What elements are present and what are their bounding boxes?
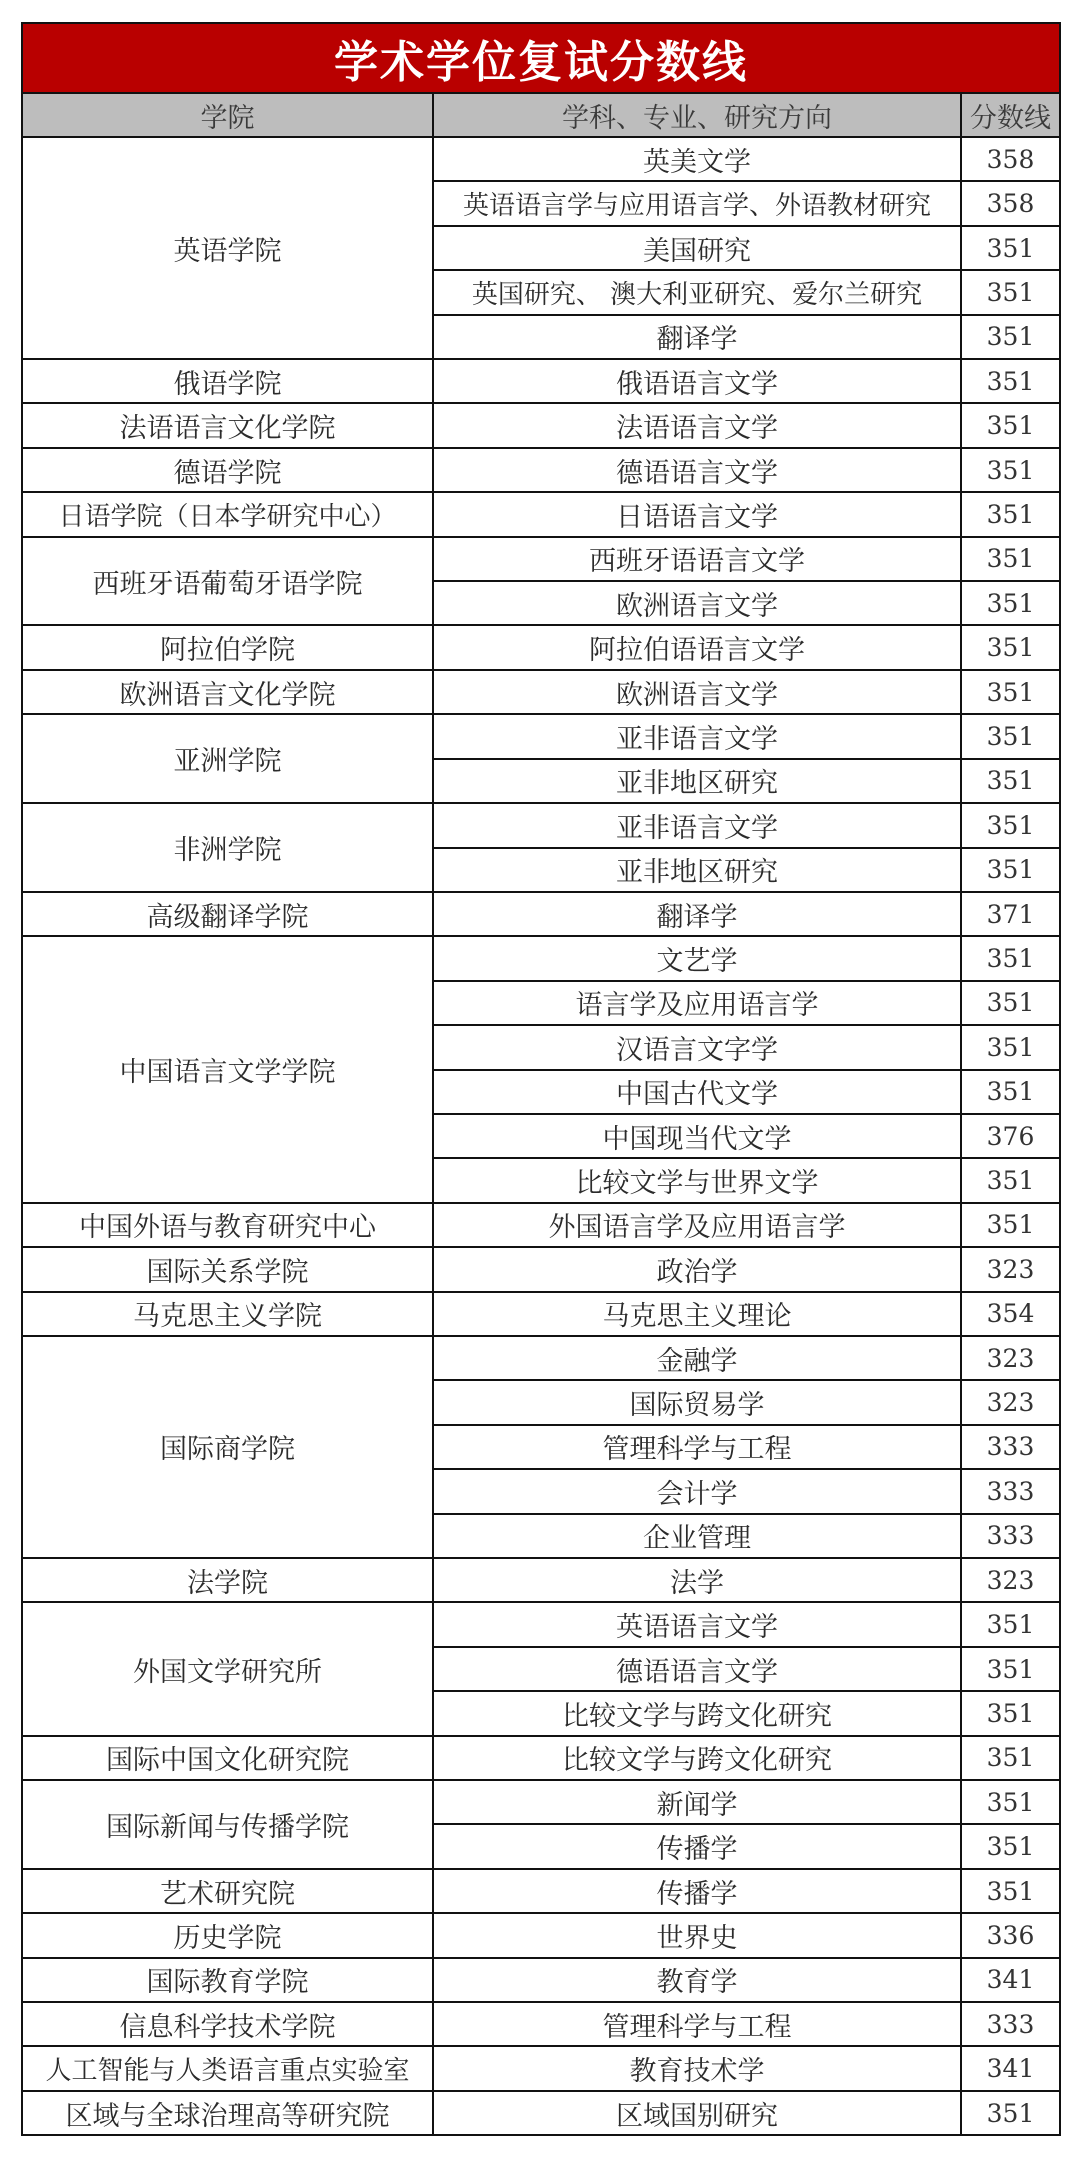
college-cell: 俄语学院 (22, 359, 433, 403)
subject-cell: 俄语语言文学 (433, 359, 961, 403)
college-cell: 中国语言文学学院 (22, 936, 433, 1202)
score-cell: 336 (961, 1913, 1060, 1957)
table-row (22, 625, 1060, 669)
subject-cell: 教育学 (433, 1958, 961, 2002)
college-cell: 国际中国文化研究院 (22, 1736, 433, 1780)
subject-cell: 外国语言学及应用语言学 (433, 1203, 961, 1247)
college-cell: 外国文学研究所 (22, 1602, 433, 1735)
college-cell: 德语学院 (22, 448, 433, 492)
subject-cell: 世界史 (433, 1913, 961, 1957)
college-cell: 国际新闻与传播学院 (22, 1780, 433, 1869)
score-cell: 351 (961, 1780, 1060, 1824)
subject-cell: 欧洲语言文学 (433, 581, 961, 625)
table-row (22, 1736, 1060, 1780)
subject-cell: 阿拉伯语语言文学 (433, 625, 961, 669)
score-cell: 358 (961, 137, 1060, 181)
table-row (22, 1602, 1060, 1646)
score-cell: 358 (961, 181, 1060, 225)
score-cell: 351 (961, 1824, 1060, 1868)
subject-cell: 比较文学与跨文化研究 (433, 1691, 961, 1735)
table-row (22, 670, 1060, 714)
score-cell: 351 (961, 1602, 1060, 1646)
score-cell: 351 (961, 315, 1060, 359)
table-row (22, 359, 1060, 403)
table-title: 学术学位复试分数线 (22, 23, 1060, 93)
table-row (22, 714, 1060, 758)
score-cell: 351 (961, 270, 1060, 314)
subject-cell: 英国研究、 澳大利亚研究、爱尔兰研究 (433, 270, 961, 314)
score-cell: 351 (961, 981, 1060, 1025)
score-cell: 351 (961, 581, 1060, 625)
score-cell: 351 (961, 803, 1060, 847)
table-row (22, 1780, 1060, 1824)
title-row (22, 23, 1060, 93)
score-cell: 323 (961, 1558, 1060, 1602)
subject-cell: 德语语言文学 (433, 448, 961, 492)
college-cell: 阿拉伯学院 (22, 625, 433, 669)
college-cell: 区域与全球治理高等研究院 (22, 2091, 433, 2135)
college-cell: 国际关系学院 (22, 1247, 433, 1291)
subject-cell: 亚非地区研究 (433, 848, 961, 892)
college-cell: 亚洲学院 (22, 714, 433, 803)
score-cell: 351 (961, 670, 1060, 714)
score-cell: 333 (961, 1425, 1060, 1469)
score-cell: 351 (961, 403, 1060, 447)
subject-cell: 传播学 (433, 1824, 961, 1868)
subject-cell: 政治学 (433, 1247, 961, 1291)
score-cell: 351 (961, 1869, 1060, 1913)
college-cell: 信息科学技术学院 (22, 2002, 433, 2046)
college-cell: 中国外语与教育研究中心 (22, 1203, 433, 1247)
subject-cell: 西班牙语语言文学 (433, 537, 961, 581)
header-row (22, 93, 1060, 137)
score-sheet (21, 22, 1059, 2134)
table-row (22, 1336, 1060, 1380)
subject-cell: 法学 (433, 1558, 961, 1602)
subject-cell: 法语语言文学 (433, 403, 961, 447)
score-cell: 351 (961, 448, 1060, 492)
table-row (22, 2046, 1060, 2090)
subject-cell: 文艺学 (433, 936, 961, 980)
college-cell: 马克思主义学院 (22, 1292, 433, 1336)
table-row (22, 403, 1060, 447)
table-row (22, 892, 1060, 936)
score-cell: 323 (961, 1247, 1060, 1291)
table-body (22, 23, 1060, 2135)
score-cell: 351 (961, 1203, 1060, 1247)
college-cell: 国际教育学院 (22, 1958, 433, 2002)
subject-cell: 语言学及应用语言学 (433, 981, 961, 1025)
score-cell: 323 (961, 1336, 1060, 1380)
subject-cell: 德语语言文学 (433, 1647, 961, 1691)
score-cell: 333 (961, 1469, 1060, 1513)
score-cell: 351 (961, 625, 1060, 669)
table-row (22, 2091, 1060, 2135)
score-cell: 351 (961, 359, 1060, 403)
college-cell: 日语学院（日本学研究中心） (22, 492, 433, 536)
table-row (22, 1292, 1060, 1336)
subject-cell: 马克思主义理论 (433, 1292, 961, 1336)
table-row (22, 803, 1060, 847)
subject-cell: 中国现当代文学 (433, 1114, 961, 1158)
subject-cell: 亚非地区研究 (433, 759, 961, 803)
subject-cell: 中国古代文学 (433, 1070, 961, 1114)
table-row (22, 1913, 1060, 1957)
header-score: 分数线 (961, 93, 1060, 137)
table-row (22, 2002, 1060, 2046)
score-cell: 341 (961, 1958, 1060, 2002)
subject-cell: 日语语言文学 (433, 492, 961, 536)
score-table (21, 22, 1061, 2136)
college-cell: 非洲学院 (22, 803, 433, 892)
table-row (22, 1958, 1060, 2002)
score-cell: 351 (961, 1158, 1060, 1202)
subject-cell: 国际贸易学 (433, 1380, 961, 1424)
subject-cell: 英语语言学与应用语言学、外语教材研究 (433, 181, 961, 225)
subject-cell: 企业管理 (433, 1514, 961, 1558)
header-college: 学院 (22, 93, 433, 137)
table-row (22, 1558, 1060, 1602)
score-cell: 351 (961, 1025, 1060, 1069)
college-cell: 人工智能与人类语言重点实验室 (22, 2046, 433, 2090)
table-row (22, 1247, 1060, 1291)
subject-cell: 金融学 (433, 1336, 961, 1380)
subject-cell: 汉语言文字学 (433, 1025, 961, 1069)
table-row (22, 1203, 1060, 1247)
subject-cell: 比较文学与世界文学 (433, 1158, 961, 1202)
score-cell: 354 (961, 1292, 1060, 1336)
subject-cell: 教育技术学 (433, 2046, 961, 2090)
college-cell: 欧洲语言文化学院 (22, 670, 433, 714)
college-cell: 艺术研究院 (22, 1869, 433, 1913)
college-cell: 历史学院 (22, 1913, 433, 1957)
college-cell: 法语语言文化学院 (22, 403, 433, 447)
subject-cell: 英语语言文学 (433, 1602, 961, 1646)
table-row (22, 936, 1060, 980)
score-cell: 351 (961, 759, 1060, 803)
score-cell: 351 (961, 1691, 1060, 1735)
header-subject: 学科、专业、研究方向 (433, 93, 961, 137)
subject-cell: 比较文学与跨文化研究 (433, 1736, 961, 1780)
score-cell: 371 (961, 892, 1060, 936)
table-row (22, 537, 1060, 581)
score-cell: 351 (961, 1647, 1060, 1691)
college-cell: 高级翻译学院 (22, 892, 433, 936)
subject-cell: 会计学 (433, 1469, 961, 1513)
college-cell: 法学院 (22, 1558, 433, 1602)
score-cell: 341 (961, 2046, 1060, 2090)
subject-cell: 区域国别研究 (433, 2091, 961, 2135)
table-row (22, 448, 1060, 492)
subject-cell: 欧洲语言文学 (433, 670, 961, 714)
score-cell: 351 (961, 537, 1060, 581)
college-cell: 英语学院 (22, 137, 433, 359)
score-cell: 351 (961, 714, 1060, 758)
college-cell: 国际商学院 (22, 1336, 433, 1558)
table-row (22, 492, 1060, 536)
subject-cell: 亚非语言文学 (433, 714, 961, 758)
score-cell: 351 (961, 226, 1060, 270)
score-cell: 333 (961, 2002, 1060, 2046)
score-cell: 351 (961, 1070, 1060, 1114)
score-cell: 351 (961, 936, 1060, 980)
score-cell: 351 (961, 2091, 1060, 2135)
score-cell: 351 (961, 1736, 1060, 1780)
subject-cell: 翻译学 (433, 315, 961, 359)
subject-cell: 美国研究 (433, 226, 961, 270)
subject-cell: 英美文学 (433, 137, 961, 181)
subject-cell: 翻译学 (433, 892, 961, 936)
score-cell: 351 (961, 492, 1060, 536)
subject-cell: 传播学 (433, 1869, 961, 1913)
subject-cell: 管理科学与工程 (433, 1425, 961, 1469)
score-cell: 376 (961, 1114, 1060, 1158)
college-cell: 西班牙语葡萄牙语学院 (22, 537, 433, 626)
subject-cell: 管理科学与工程 (433, 2002, 961, 2046)
table-row (22, 137, 1060, 181)
score-cell: 333 (961, 1514, 1060, 1558)
table-row (22, 1869, 1060, 1913)
subject-cell: 亚非语言文学 (433, 803, 961, 847)
score-cell: 351 (961, 848, 1060, 892)
subject-cell: 新闻学 (433, 1780, 961, 1824)
score-cell: 323 (961, 1380, 1060, 1424)
